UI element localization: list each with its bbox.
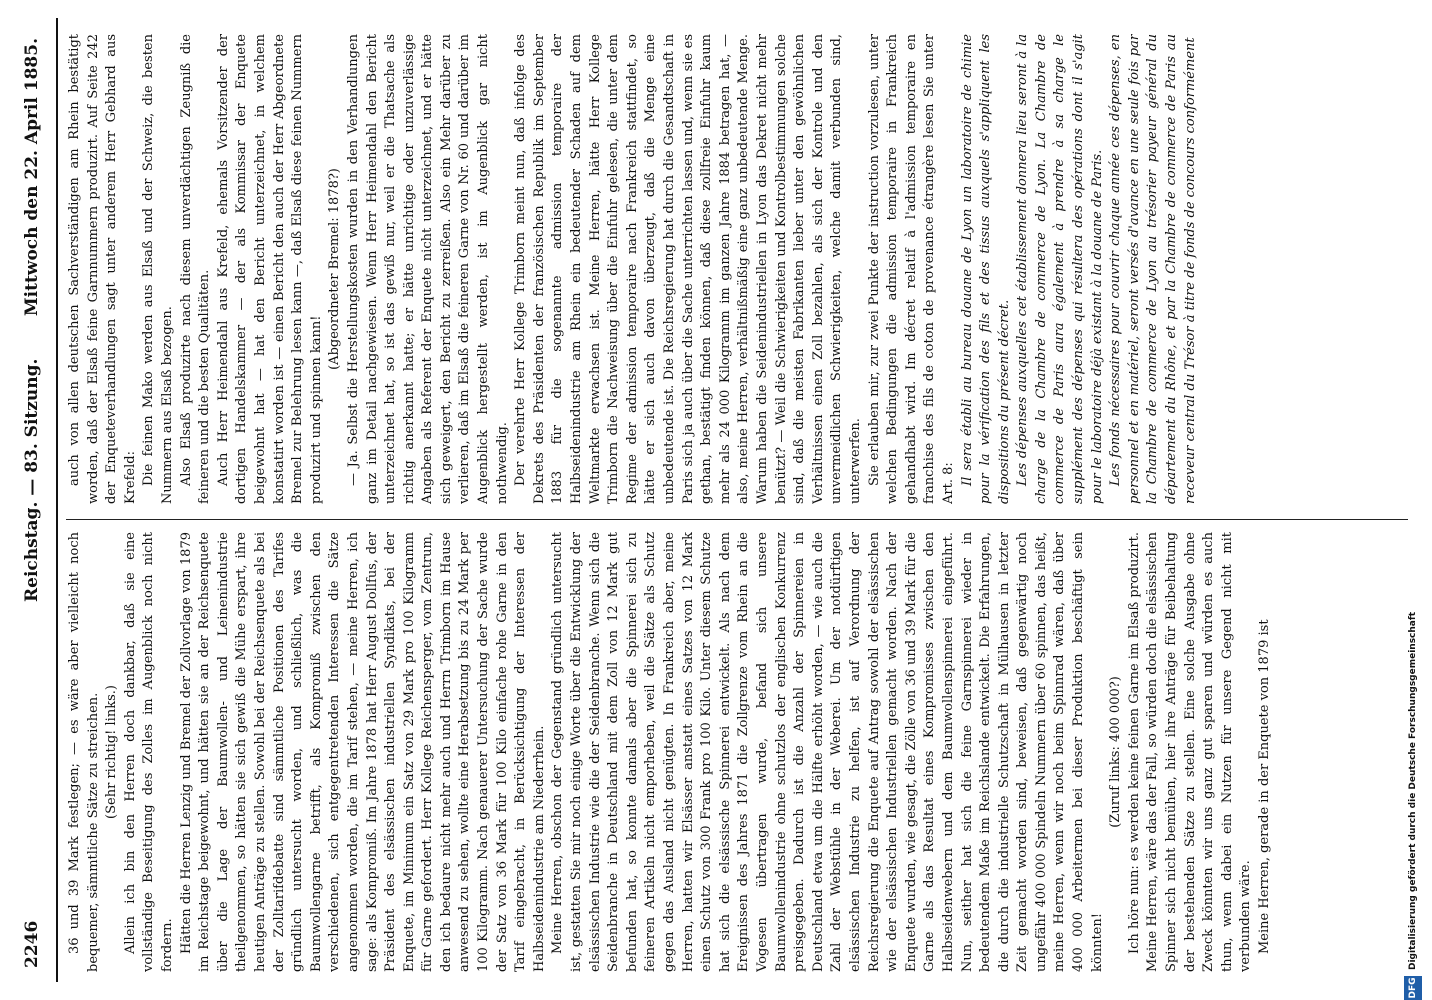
paragraph: — Ja. Selbst die Herstellungskosten wurden in den Verhandlungen ganz im Detail nachgewiesen. Wenn Herr Heimendahl den Bericht unterzeichnet hat, so ist das gewiß nur, weil er die Thatsache als richtig anerkannt hatte; er hätte unrichtige oder unzuverlässige Angaben als Referent der Enquete nicht unterzeichnet, und er hätte sich geweigert, den Bericht zu zerreißen. Also ein Mehr darüber zu verlieren, daß im Elsaß die feineren Garne von Nr. 60 und darüber im Augenblick hergestellt werden, ist im Augenblick gar nicht nothwendig.	[345, 34, 510, 504]
left-column	[66, 532, 1412, 972]
right-column	[66, 34, 1412, 504]
digitization-credit: Digitalisierung gefördert durch die Deutsche Forschungsgemeinschaft	[1408, 611, 1418, 970]
french-quotation: Les dépenses auxquelles cet établissement donnera lieu seront à la charge de la Chambre de commerce de Lyon. La Chambre de commerce de Paris aura également à prendre à sa charge le supplément des dépenses qui résultera des opérations dont il s'agit pour le laboratoire déjà existant à la douane de Paris.	[1015, 34, 1105, 504]
interjection: (Sehr richtig! links.)	[104, 685, 120, 819]
paragraph: Allein ich bin den Herren doch dankbar, daß sie eine vollständige Beseitigung des Zolles im Augenblick noch nicht fordern.	[122, 532, 175, 972]
dfg-logo: DFG	[1404, 976, 1422, 1000]
paragraph: Also Elsaß produzirte nach diesem unverdächtigen Zeugniß die feineren und die besten Qualitäten.	[178, 34, 213, 504]
header-rule	[56, 18, 58, 982]
paragraph: Meine Herren, obschon der Gegenstand gründlich untersucht ist, gestatten Sie mir noch einige Worte über die Entwicklung der elsässischen Industrie wie die der Seidenbranche. Wenn sich die Seidenbranche in Deutschland mit dem Zoll von 12 Mark gut befunden hat, so konnte damals aber die Spinnerei sich zu feineren Artikeln nicht emporheben, weil die Sätze als Schutz gegen das Ausland nicht genügten. In Frankreich aber, meine Herren, hatten wir Elsässer anstatt eines Satzes von 12 Mark einen Schutz von 300 Frank pro 100 Kilo. Unter diesem Schutze hat sich die elsässische Spinnerei entwickelt. Als nach dem Ereignissen des Jahres 1871 die Zollgrenze vom Rhein an die Vogesen übertragen wurde, befand sich unsere Baumwollenindustrie ohne schutzlos der englischen Konkurrenz preisgegeben. Dadurch ist die Anzahl der Spinnereien in Deutschland etwa um die Hälfte erhöht worden, — wie auch die Zahl der Webstühle in der Weberei. Um der notdürftigen elsässischen Industrie zu helfen, ist auf Verordnung der Reichsregierung die Enquete auf Antrag sowohl der elsässischen wie der elsässischen Industriellen gemacht worden. Nach der Enquete wurden, wie gesagt, die Zölle von 36 und 39 Mark für die Garne als das Resultat eines Kompromisses zwischen den Halbseidenwebern und dem Baumwollenspinnerei eingeführt. Nun, seither hat sich die feine Garnspinnerei wieder in bedeutendem Maße im Reichslande entwickelt. Die Erfahrungen, die durch die industrielle Schutzschaft in Mülhausen in letzter Zeit gemacht worden sind, beweisen, daß gegenwärtig noch ungefähr 400 000 Spindeln Nummern über 60 spinnen, das heißt, meine Herren, wenn wir noch beim Spinnrad wären, daß über 400 000 Arbeitermen bei dieser Produktion beschäftigt sein könnten!	[550, 532, 1105, 972]
interjection: (Abgeordneter Bremel: 1878?)	[327, 168, 343, 370]
paragraph: Der verehrte Herr Kollege Trimborn meint nun, daß infolge des Dekrets des Präsidenten der französischen Republik im September 1883 für die sogenannte admission temporaire der Halbseidenindustrie am Rhein ein bedeutender Schaden auf dem Weltmarkte erwachsen ist. Meine Herren, hätte Herr Kollege Trimborn die Nachweisung über die Einfuhr gelesen, die unter dem Regime der admission temporaire nach Frankreich stattfindet, so hätte er sich auch davon überzeugt, daß die Menge eine unbedeutende ist. Die Reichsregierung hat durch die Gesandtschaft in Paris sich ja auch über die Sache unterrichten lassen und, wenn sie es gethan, bestätigt finden können, daß diese zollfreie Einfuhr kaum mehr als 24 000 Kilogramm im ganzen Jahre 1884 betragen hat, — also, meine Herren, verhältnißmäßig eine ganz unbedeutende Menge. Warum haben die Seidenindustriellen in Lyon das Dekret nicht mehr benützt? — Weil die Schwierigkeiten und Kontrolbestimmungen solche sind, daß die meisten Fabrikanten lieber unter den gewöhnlichen Verhältnissen einen Zoll bezahlen, als sich der Kontrole und den unvermeidlichen Schwierigkeiten, welche damit verbunden sind, unterwerfen.	[513, 34, 863, 504]
page-header	[14, 18, 54, 982]
session-title: Reichstag. — 83. Sitzung.	[22, 358, 42, 602]
session-date: Mittwoch den 22. April 1885.	[22, 38, 42, 317]
paragraph: Auch Herr Heimendahl aus Krefeld, ehemals Vorsitzender der dortigen Handelskammer — der als Kommissar der Enquete beigewohnt hat — hat den Bericht unterzeichnet, in welchem konstatirt worden ist — einen Bericht den auch der Herr Abgeordnete Bremel zur Belehrung lesen kann —, daß Elsaß diese feinen Nummern produzirt und spinnen kann!	[215, 34, 324, 504]
french-quotation: Il sera établi au bureau douane de Lyon un laboratoire de chimie pour la vérification des fils et des tissus auxquels s'appliquent les dispositions du présent décret.	[959, 34, 1012, 504]
page-number: 2246	[22, 920, 42, 968]
paragraph: Meine Herren, gerade in der Enquete von 1879 ist	[1257, 619, 1272, 954]
paragraph: Ich höre nun: es werden keine feinen Garne im Elsaß produzirt. Meine Herren, wäre das der Fall, so würden doch die elsässischen Spinner sich nicht bemühen, hier ihre Anträge für Beibehaltung der bestehenden Sätze zu stellen. Eine solche Ausgabe ohne Zweck könnten wir uns ganz gut sparen und würden es auch thun, wenn dabei ein Nutzen für unsere Gegend nicht mit verbunden wäre.	[1126, 532, 1254, 972]
column-divider	[66, 519, 1408, 520]
quotation: Die feinen Mako werden aus Elsaß und der Schweiz, die besten Nummern aus Elsaß bezogen.	[141, 34, 175, 504]
interjection: (Zuruf links: 400 000?)	[1108, 676, 1124, 828]
paragraph: Sie erlauben mir, zur zwei Punkte der instruction vorzulesen, unter welchen Bedingungen die admission temporaire in Frankreich gehandhabt wird. Im décret relatif à l'admission temporaire en franchise des fils de coton de provenance étrangère lesen Sie unter Art. 8:	[866, 34, 956, 504]
paragraph: Hätten die Herren Lenzig und Bremel der Zollvorlage von 1879 im Reichstage beigewohnt, und hätten sie an der Reichsenquete über die Lage der Baumwollen- und Leinenindustrie theilgenommen, so hätten sie sich gewiß die Mühe erspart, ihre heutigen Anträge zu stellen. Sowohl bei der Reichsenquete als bei der Zolltarifdebatte sind sämmtliche Positionen des Tarifes gründlich untersucht worden, und schließlich, was die Baumwollengarne betrifft, als Kompromiß zwischen den verschiedenen, sich entgegentretenden Interessen die Sätze angenommen worden, die im Tarif stehen, — meine Herren, ich sage: als Kompromiß. Im Jahre 1878 hat Herr August Dollfus, der Präsident des elsässischen industriellen Syndikats, bei der Enquete, im Minimum ein Satz von 29 Mark pro 100 Kilogramm für Garne gefordert. Herr Kollege Reichensperger, vom Zentrum, den ich bedaure nicht mehr auch und Herrn Trimborn im Hause anwesend zu sehen, wollte eine Herabsetzung bis zu 24 Mark per 100 Kilogramm. Nach genauerer Untersuchung der Sache wurde der Satz von 36 Mark für 100 Kilo einfache rohe Garne in den Tarif eingebracht, in Berücksichtigung der Interessen der Halbseidenindustrie am Niederrhein.	[178, 532, 547, 972]
french-quotation: Les fonds nécessaires pour couvrir chaque année ces dépenses, en personnel et en matériel, seront versés d'avance en une seule fois par la Chambre de commerce de Lyon au trésorier payeur général du département du Rhône, et par la Chambre de commerce de Paris au receveur central du Trésor à titre de fonds de concours conformément	[1108, 34, 1198, 504]
paragraph: 36 und 39 Mark festlegen; — es wäre aber vielleicht noch bequemer, sämmtliche Sätze zu streichen.	[67, 532, 101, 972]
paragraph: auch von allen deutschen Sachverständigen am Rhein bestätigt worden, daß der Elsaß feine Garnnummern produzirt. Auf Seite 242 der Enqueteverhandlungen sagt unter anderem Herr Gebhard aus Krefeld:	[67, 34, 138, 504]
